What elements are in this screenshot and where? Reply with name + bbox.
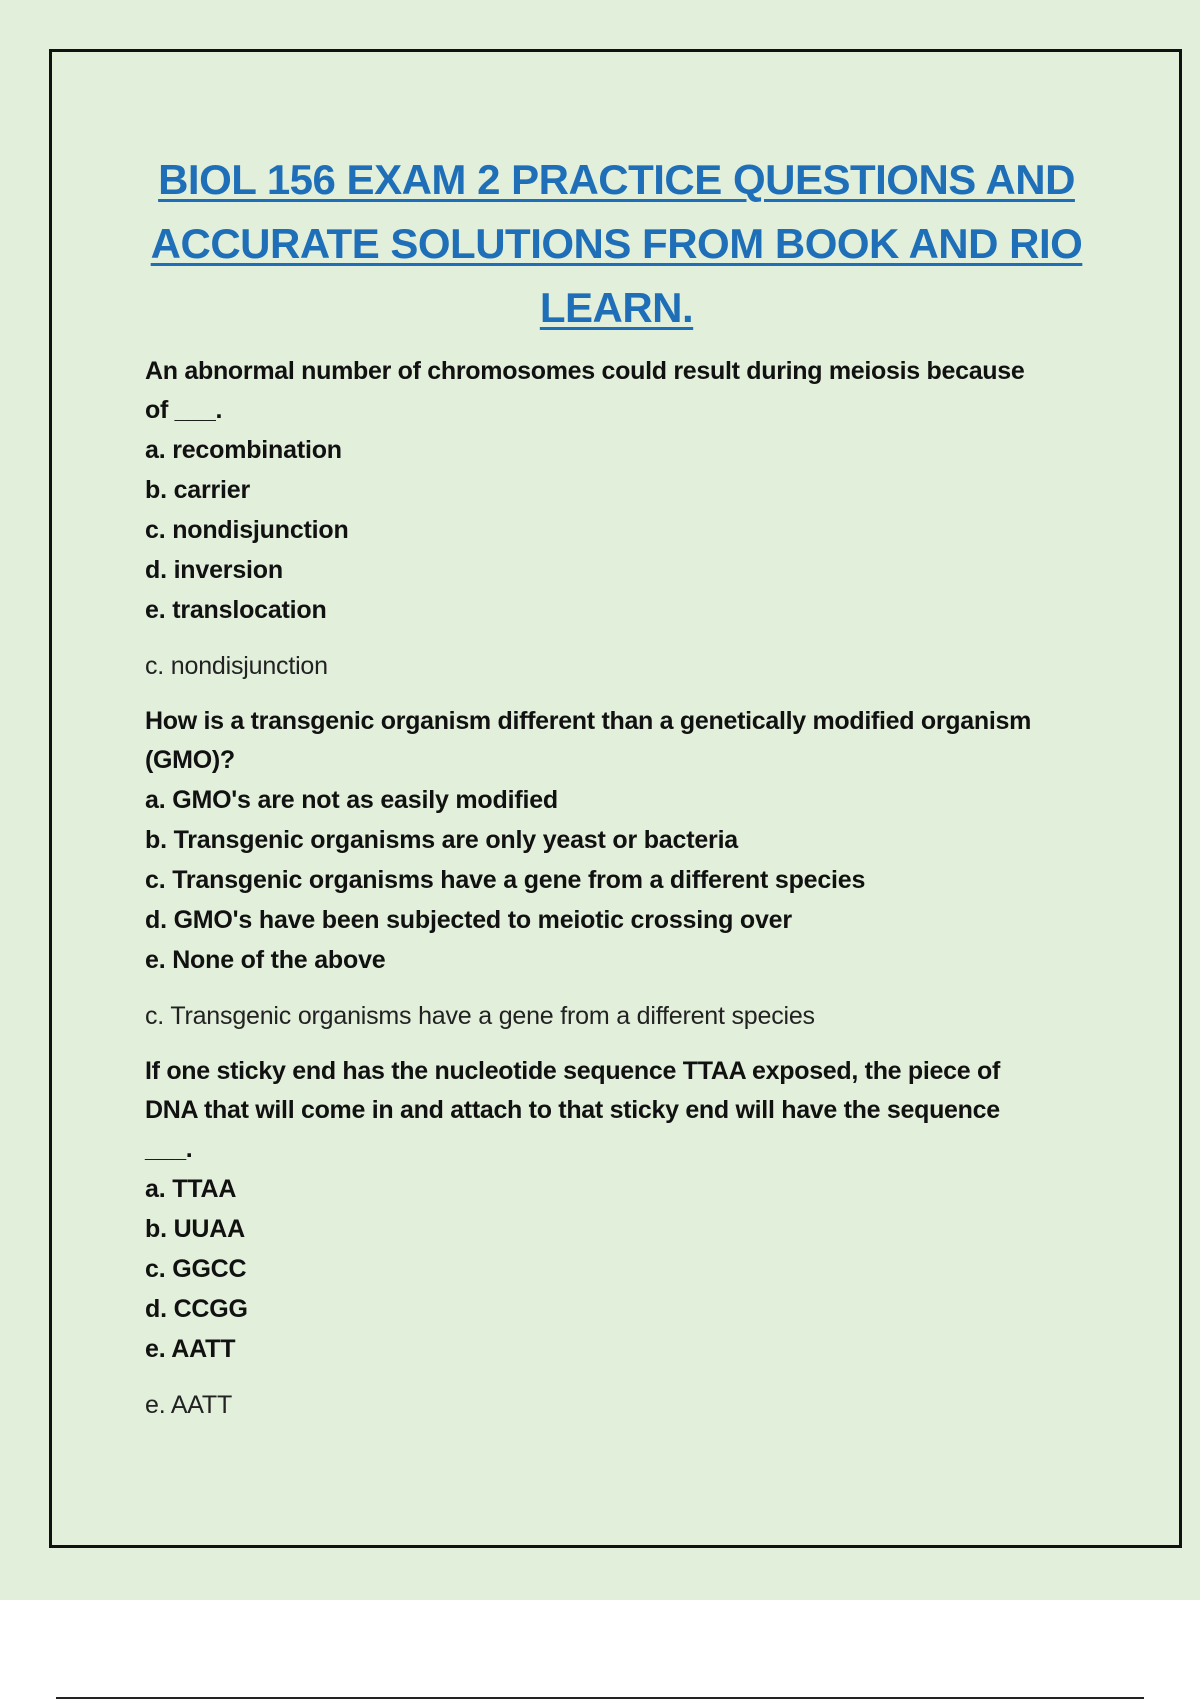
question-3-answer: e. AATT: [145, 1391, 233, 1419]
option-b: b. carrier: [145, 476, 251, 504]
title-line: [120, 276, 1113, 340]
question-2-answer: c. Transgenic organisms have a gene from a different species: [145, 1002, 815, 1030]
option-e: e. AATT: [145, 1335, 236, 1363]
document-title: [120, 148, 1113, 340]
title-line-1: BIOL 156 EXAM 2 PRACTICE QUESTIONS AND: [158, 156, 1075, 203]
question-line: of ___.: [145, 396, 223, 424]
option-c: c. nondisjunction: [145, 516, 349, 544]
question-line: (GMO)?: [145, 746, 235, 774]
option-b: b. UUAA: [145, 1215, 245, 1243]
option-c: c. GGCC: [145, 1255, 247, 1283]
question-line: An abnormal number of chromosomes could result during meiosis because: [145, 357, 1025, 385]
option-c: c. Transgenic organisms have a gene from a different species: [145, 866, 866, 894]
option-e: e. None of the above: [145, 946, 386, 974]
question-2-options: [145, 780, 1105, 980]
option-d: d. CCGG: [145, 1295, 248, 1323]
option-b: b. Transgenic organisms are only yeast or bacteria: [145, 826, 739, 854]
option-d: d. GMO's have been subjected to meiotic crossing over: [145, 906, 792, 934]
question-block-1: [145, 352, 1105, 686]
question-line: If one sticky end has the nucleotide sequence TTAA exposed, the piece of: [145, 1057, 1000, 1085]
title-line-2: ACCURATE SOLUTIONS FROM BOOK AND RIO: [150, 220, 1083, 267]
title-line: [120, 148, 1113, 212]
option-a: a. recombination: [145, 436, 342, 464]
question-line: ___.: [145, 1135, 193, 1163]
footer-divider: [56, 1697, 1144, 1699]
question-block-3: [145, 1052, 1105, 1425]
question-1-text: [145, 352, 1105, 430]
option-a: a. GMO's are not as easily modified: [145, 786, 558, 814]
questions-list: [145, 352, 1105, 1441]
question-1-answer: c. nondisjunction: [145, 652, 328, 680]
question-line: How is a transgenic organism different than a genetically modified organism: [145, 707, 1032, 735]
title-line: [120, 212, 1113, 276]
question-3-text: [145, 1052, 1105, 1169]
option-e: e. translocation: [145, 596, 327, 624]
question-3-options: [145, 1169, 1105, 1369]
option-a: a. TTAA: [145, 1175, 237, 1203]
option-d: d. inversion: [145, 556, 283, 584]
question-2-text: [145, 702, 1105, 780]
title-line-3: LEARN.: [539, 284, 694, 331]
question-line: DNA that will come in and attach to that sticky end will have the sequence: [145, 1096, 1000, 1124]
question-block-2: [145, 702, 1105, 1036]
question-1-options: [145, 430, 1105, 630]
